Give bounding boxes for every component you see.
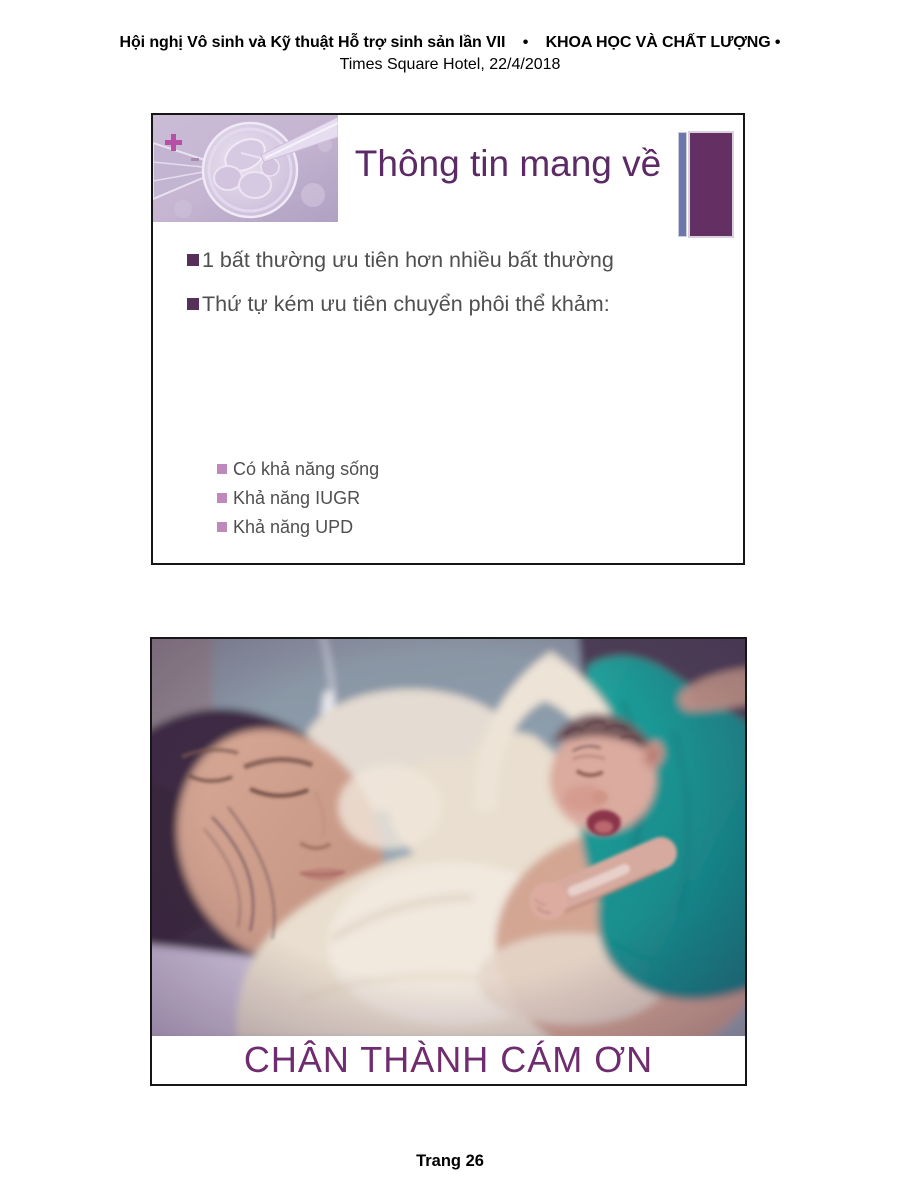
accent-bar-blue [678, 132, 687, 237]
sub-bullet-square-icon [217, 522, 227, 532]
page-number: Trang 26 [416, 1152, 484, 1170]
bullet-text: Có khả năng sống [233, 459, 380, 479]
bullet-text: Khả năng IUGR [233, 488, 361, 508]
bullet-square-icon [187, 254, 199, 266]
icsi-embryo-image [153, 115, 338, 222]
bullet-list [187, 245, 727, 319]
conference-venue-date: Times Square Hotel, 22/4/2018 [339, 56, 561, 73]
bullet-text: Thứ tự kém ưu tiên chuyển phôi thể khảm: [202, 292, 610, 316]
conference-title: Hội nghị Vô sinh và Kỹ thuật Hỗ trợ sinh sản lần VII • KHOA HỌC VÀ CHẤT LƯỢNG • [119, 34, 781, 51]
bullet-square-icon [187, 298, 199, 310]
sub-bullet-list [217, 455, 745, 542]
sub-bullet-item [217, 513, 745, 542]
slide-thanks [150, 637, 747, 1086]
bullet-text: Khả năng UPD [233, 517, 354, 537]
bullet-text: 1 bất thường ưu tiên hơn nhiều bất thường [202, 248, 614, 272]
sub-bullet-square-icon [217, 493, 227, 503]
sub-bullet-item [217, 484, 745, 513]
sub-bullet-square-icon [217, 464, 227, 474]
thanks-banner [152, 1036, 745, 1084]
accent-bar-purple [688, 131, 734, 238]
page-header [0, 34, 900, 74]
bullet-item [187, 245, 727, 275]
mother-newborn-photo [152, 639, 745, 1036]
slide-title: Thông tin mang về [354, 143, 662, 184]
bullet-item [187, 289, 727, 319]
sub-bullet-item [217, 455, 745, 484]
thanks-caption: CHÂN THÀNH CÁM ƠN [243, 1039, 654, 1080]
slide-takeaways [151, 113, 745, 565]
dash-mark [191, 158, 199, 161]
